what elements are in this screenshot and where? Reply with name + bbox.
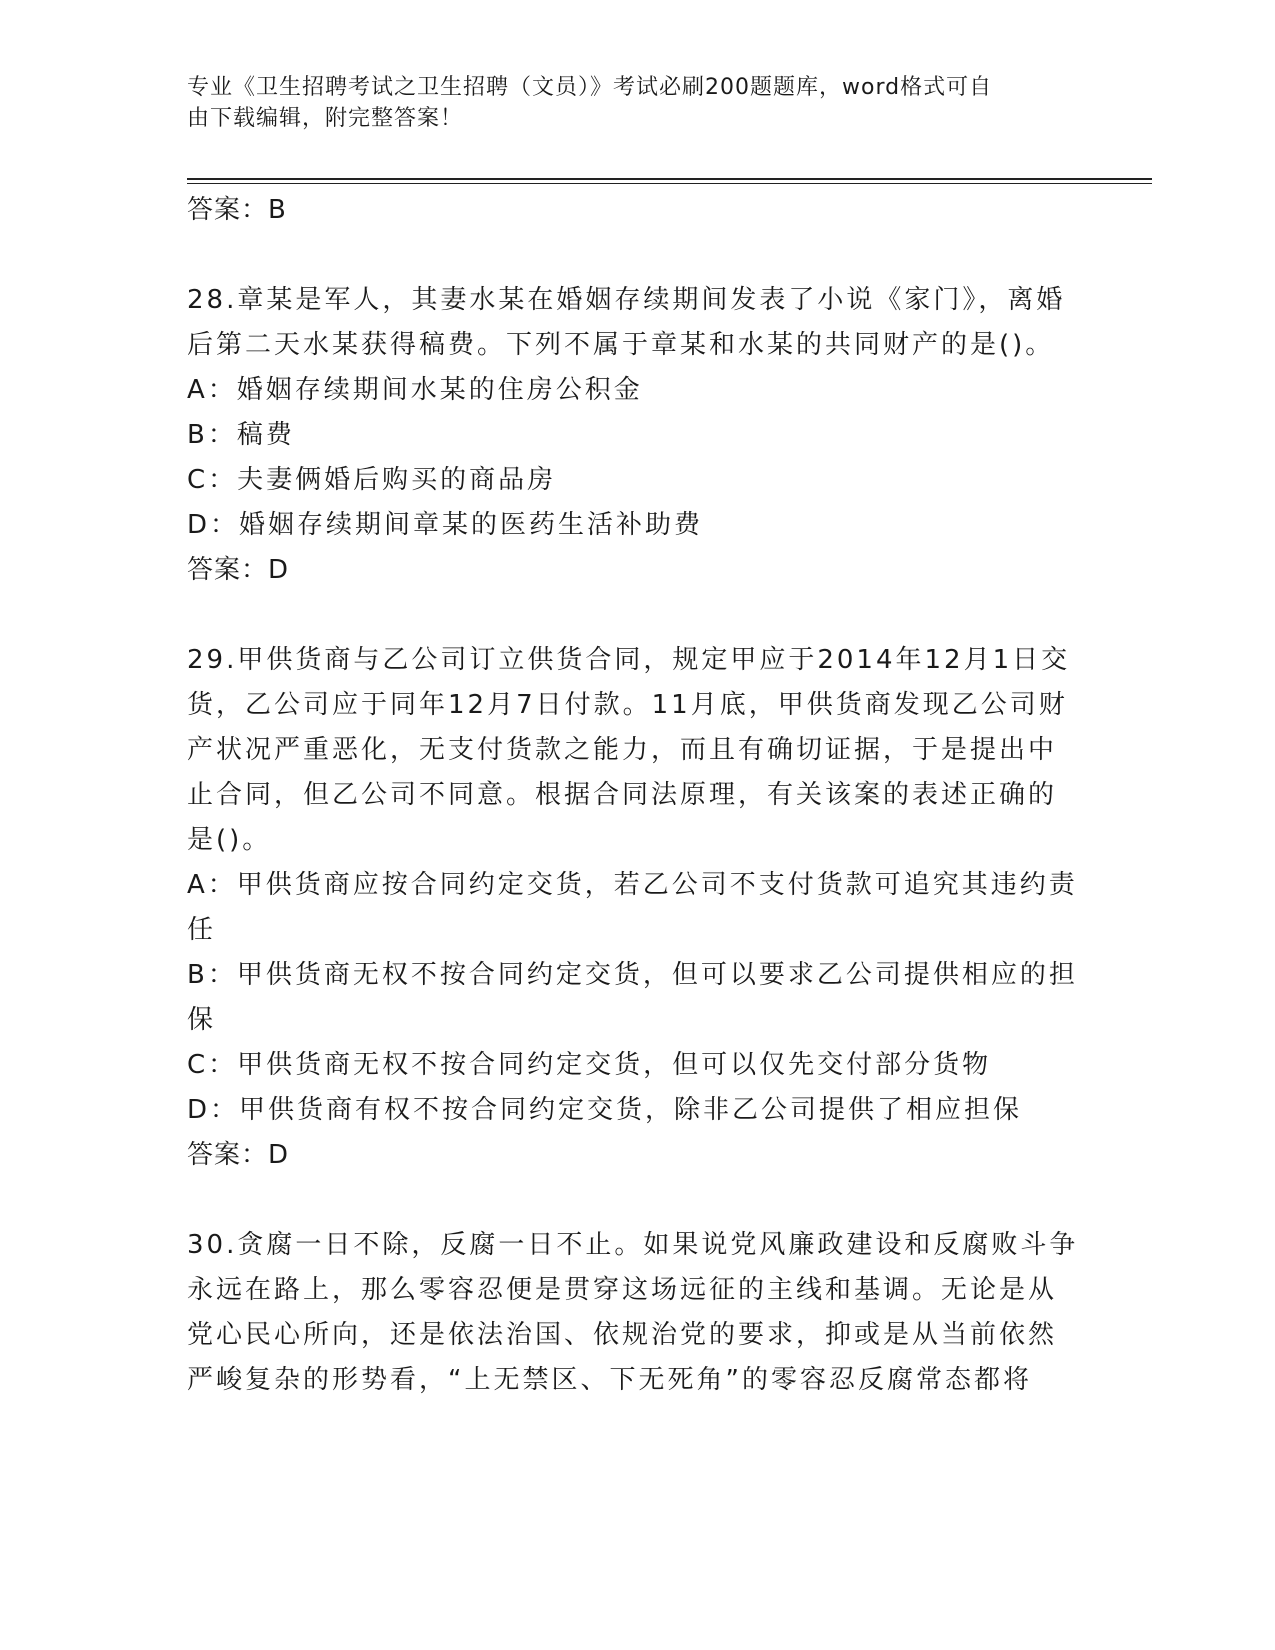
- option-c: C：甲供货商无权不按合同约定交货，但可以仅先交付部分货物: [187, 1050, 992, 1080]
- question-stem: 29.甲供货商与乙公司订立供货合同，规定甲应于2014年12月1日交: [187, 645, 1071, 675]
- answer-line: 答案：D: [187, 555, 290, 585]
- option-a: A：甲供货商应按合同约定交货，若乙公司不支付货款可追究其违约责: [187, 870, 1078, 900]
- question-stem: 是()。: [187, 825, 272, 855]
- answer-line: 答案：D: [187, 1140, 290, 1170]
- option-a: 任: [187, 915, 217, 945]
- option-b: B：稿费: [187, 420, 295, 450]
- question-28: [187, 278, 1087, 593]
- option-d: D：婚姻存续期间章某的医药生活补助费: [187, 510, 704, 540]
- header-divider-thin: [187, 183, 1152, 184]
- question-stem: 永远在路上，那么零容忍便是贯穿这场远征的主线和基调。无论是从: [187, 1275, 1058, 1305]
- spacer: [187, 1178, 1087, 1223]
- question-stem: 产状况严重恶化，无支付货款之能力，而且有确切证据，于是提出中: [187, 735, 1058, 765]
- option-a: A：婚姻存续期间水某的住房公积金: [187, 375, 643, 405]
- answer-line: 答案：B: [187, 195, 287, 225]
- question-stem: 止合同，但乙公司不同意。根据合同法原理，有关该案的表述正确的: [187, 780, 1058, 810]
- question-stem: 30.贪腐一日不除，反腐一日不止。如果说党风廉政建设和反腐败斗争: [187, 1230, 1079, 1260]
- question-stem: 后第二天水某获得稿费。下列不属于章某和水某的共同财产的是()。: [187, 330, 1055, 360]
- question-stem: 28.章某是军人，其妻水某在婚姻存续期间发表了小说《家门》，离婚: [187, 285, 1066, 315]
- document-body: [187, 188, 1087, 1403]
- question-stem: 严峻复杂的形势看，“上无禁区、下无死角”的零容忍反腐常态都将: [187, 1365, 1032, 1395]
- header-line: 由下载编辑，附完整答案！: [187, 106, 464, 131]
- header-divider: [187, 178, 1152, 180]
- header-line: 专业《卫生招聘考试之卫生招聘（文员）》考试必刷200题题库，word格式可自: [187, 75, 993, 100]
- question-stem: 货，乙公司应于同年12月7日付款。11月底，甲供货商发现乙公司财: [187, 690, 1068, 720]
- option-b: B：甲供货商无权不按合同约定交货，但可以要求乙公司提供相应的担: [187, 960, 1078, 990]
- question-stem: 党心民心所向，还是依法治国、依规治党的要求，抑或是从当前依然: [187, 1320, 1058, 1350]
- question-30: [187, 1223, 1087, 1403]
- option-d: D：甲供货商有权不按合同约定交货，除非乙公司提供了相应担保: [187, 1095, 1023, 1125]
- page-header: [187, 72, 1087, 134]
- option-b: 保: [187, 1005, 217, 1035]
- spacer: [187, 593, 1087, 638]
- spacer: [187, 233, 1087, 278]
- option-c: C：夫妻俩婚后购买的商品房: [187, 465, 557, 495]
- question-29: [187, 638, 1087, 1178]
